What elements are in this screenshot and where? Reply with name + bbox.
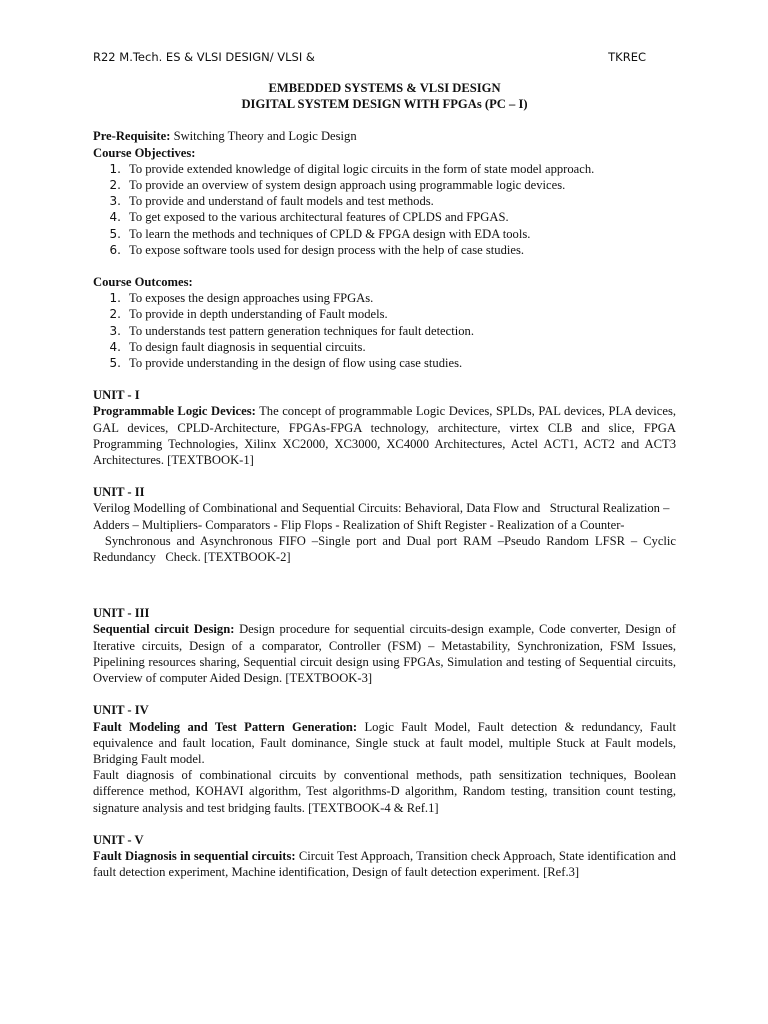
unit-3-body: Sequential circuit Design: Design procedure for sequential circuits-design example, Code converter, Design of Iterative circuits, Design of a comparator, Controller (FSM) – Metastability, Synchronization, FSM Issues, Pipelining resources sharing, Sequential circuit design using FPGAs, Simulation and testing of Sequential circuits, Overview of computer Aided Design. [TEXTBOOK-3] — [93, 622, 676, 686]
list-item: 1. To exposes the design approaches using FPGAs. — [109, 291, 374, 306]
list-item: 1. To provide extended knowledge of digital logic circuits in the form of state model approach. — [109, 161, 595, 176]
title-line-2: DIGITAL SYSTEM DESIGN WITH FPGAs (PC – I) — [241, 97, 528, 112]
list-item: 3. To understands test pattern generation techniques for fault detection. — [109, 323, 474, 338]
unit-3-heading: UNIT - III — [93, 606, 150, 621]
unit-4-paragraph-2: Fault diagnosis of combinational circuits by conventional methods, path sensitization techniques, Boolean difference method, KOHAVI algorithm, Test algorithms-D algorithm, Random testing, transition count testing, signature analysis and test bridging faults. [TEXTBOOK-4 & Ref.1] — [93, 768, 676, 815]
unit-4-heading: UNIT - IV — [93, 703, 149, 718]
unit-4-body: Fault Modeling and Test Pattern Generation: Logic Fault Model, Fault detection & redundancy, Fault equivalence and fault location, Fault dominance, Single stuck at fault model, multiple Stuck at Fault models, Bridging Fault model. — [93, 719, 676, 766]
list-item: 5. To provide understanding in the design of flow using case studies. — [109, 356, 463, 371]
prerequisite — [93, 128, 676, 144]
header-right: TKREC — [608, 50, 646, 64]
list-item: 4. To design fault diagnosis in sequential circuits. — [109, 339, 366, 354]
header-left: R22 M.Tech. ES & VLSI DESIGN/ VLSI & — [93, 50, 315, 64]
outcomes-label: Course Outcomes: — [93, 275, 193, 290]
outcomes-list — [93, 290, 676, 371]
objectives-list — [93, 161, 676, 258]
prerequisite-label: Pre-Requisite: — [93, 129, 171, 144]
unit-1-heading: UNIT - I — [93, 388, 140, 403]
unit-5-body: Fault Diagnosis in sequential circuits: Circuit Test Approach, Transition check Approach, State identification and fault detection experiment, Machine identification, Design of fault detection experiment. [Ref.3] — [93, 848, 676, 880]
title-line-1: EMBEDDED SYSTEMS & VLSI DESIGN — [268, 81, 501, 95]
unit-2-heading: UNIT - II — [93, 485, 145, 500]
prerequisite-text: Switching Theory and Logic Design — [170, 129, 357, 144]
document-body — [93, 80, 676, 880]
unit-2-body: Verilog Modelling of Combinational and Sequential Circuits: Behavioral, Data Flow and Structural Realization – Adders – Multipliers- Comparators - Flip Flops - Realization of Shift Register - Realization of a Counter- Synchronous and Asynchronous FIFO –Single port and Dual port RAM –Pseudo Random LFSR – Cyclic Redundancy Check. [TEXTBOOK-2] — [93, 501, 676, 565]
list-item: 2. To provide in depth understanding of Fault models. — [109, 307, 388, 322]
list-item: 5. To learn the methods and techniques of CPLD & FPGA design with EDA tools. — [109, 226, 531, 241]
list-item: 3. To provide and understand of fault models and test methods. — [109, 194, 434, 209]
unit-5-heading: UNIT - V — [93, 832, 144, 847]
unit-1-body: Programmable Logic Devices: The concept of programmable Logic Devices, SPLDs, PAL devices, PLA devices, GAL devices, CPLD-Architecture, FPGAs-FPGA technology, architecture, virtex CLB and slice, FPGA Programming Technologies, Xilinx XC2000, XC3000, XC4000 Architectures, Actel ACT1, ACT2 and ACT3 Architectures. [TEXTBOOK-1] — [93, 404, 676, 468]
page-header — [93, 50, 646, 64]
list-item: 4. To get exposed to the various architectural features of CPLDS and FPGAS. — [109, 210, 509, 225]
list-item: 2. To provide an overview of system design approach using programmable logic devices. — [109, 178, 566, 193]
list-item: 6. To expose software tools used for design process with the help of case studies. — [109, 242, 525, 257]
objectives-label: Course Objectives: — [93, 145, 196, 160]
